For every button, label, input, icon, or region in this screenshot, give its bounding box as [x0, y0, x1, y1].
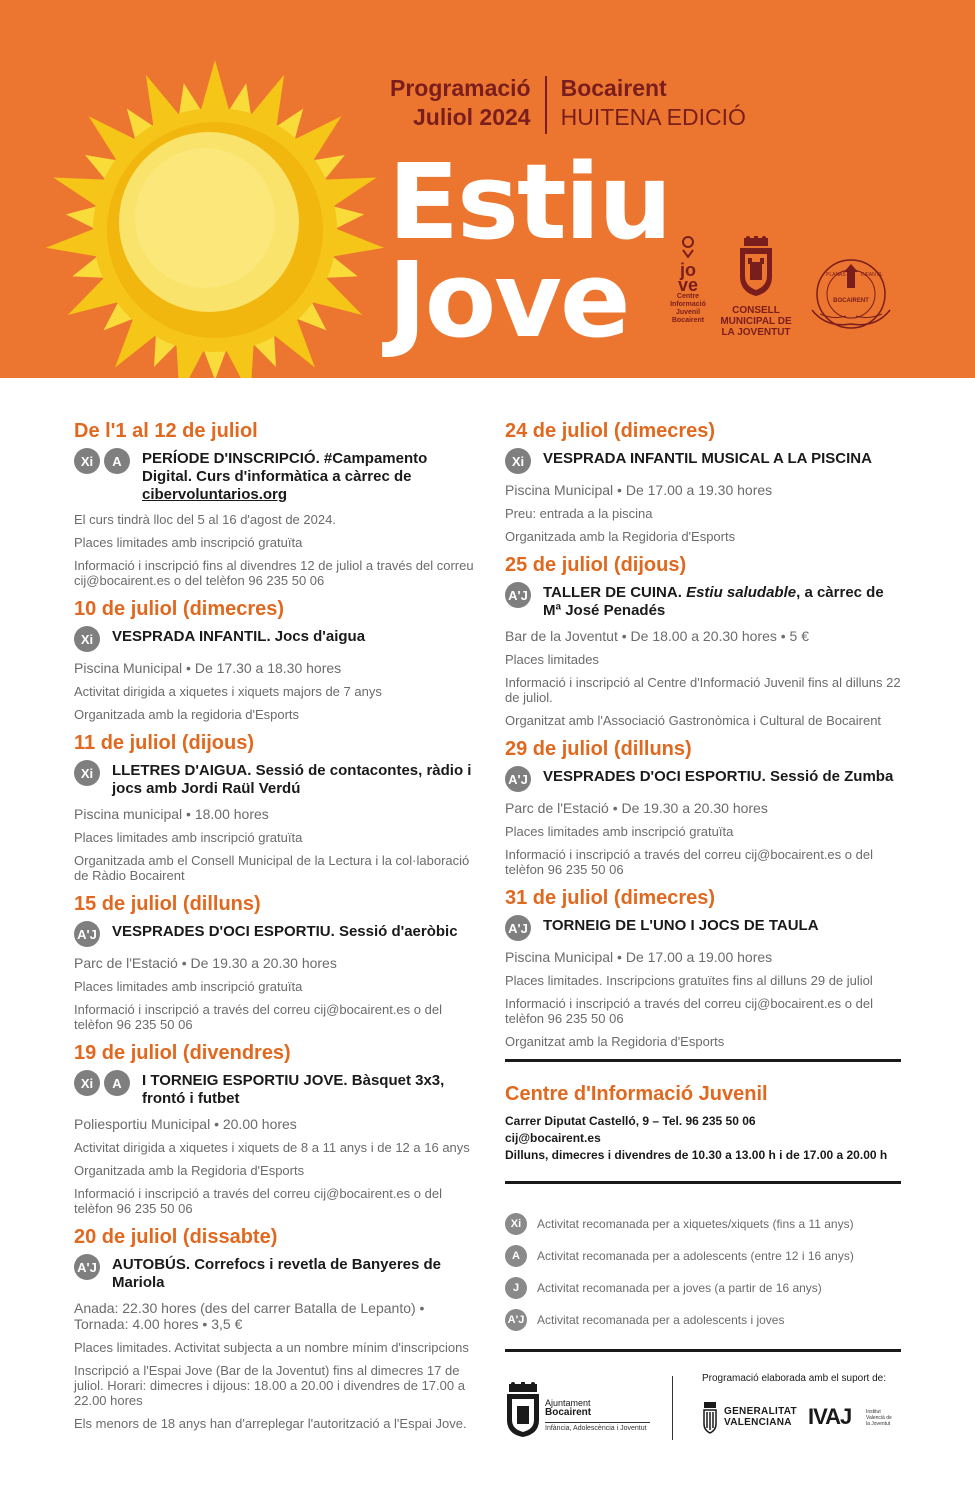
ajuntament-label — [545, 1398, 591, 1418]
event-detail: Preu: entrada a la piscina — [505, 506, 653, 521]
event-item — [74, 596, 474, 722]
legend-badge-j: J — [505, 1277, 527, 1299]
programme-label: Programació — [390, 75, 531, 101]
town-name: Bocairent — [560, 75, 667, 101]
event-detail: Places limitades amb inscripció gratuïta — [74, 830, 303, 845]
programme-month: Juliol 2024 — [412, 104, 531, 130]
event-title-rest: , a càrrec de Mª José Penadés — [543, 584, 884, 619]
event-detail: Informació i inscripció a través del correu cij@bocairent.es o del telèfon 96 235 50 06 — [74, 1002, 442, 1032]
event-item — [505, 418, 905, 544]
event-item — [74, 1040, 474, 1216]
event-detail: Informació i inscripció a través del correu cij@bocairent.es o del telèfon 96 235 50 06 — [505, 996, 873, 1026]
event-detail: Places limitades. Activitat subjecta a un nombre mínim d'inscripcions — [74, 1340, 469, 1355]
ajuntament-shield-icon — [505, 1382, 541, 1438]
event-title: VESPRADES D'OCI ESPORTIU. Sessió d'aeròbic — [112, 923, 458, 940]
badge-aj: A'J — [505, 915, 531, 941]
cij-title: Centre d'Informació Juvenil — [505, 1083, 768, 1105]
generalitat-logo — [702, 1400, 797, 1434]
event-title: LLETRES D'AIGUA. Sessió de contacontes, ràdio i jocs amb Jordi Raül Verdú — [112, 762, 472, 797]
event-title — [142, 450, 474, 504]
legend-text: Activitat recomanada per a adolescents (entre 12 i 16 anys) — [537, 1249, 854, 1263]
event-title: AUTOBÚS. Correfocs i revetla de Banyeres de Mariola — [112, 1256, 442, 1291]
event-detail: Informació i inscripció al Centre d'Informació Juvenil fins al dilluns 22 de juliol. — [505, 675, 901, 705]
cij-address: Carrer Diputat Castelló, 9 – Tel. 96 235 50 06 — [505, 1114, 756, 1128]
event-detail: Organitzada amb la regidoria d'Esports — [74, 707, 300, 722]
event-item — [74, 1224, 474, 1431]
consell-line2: MUNICIPAL DE — [720, 316, 792, 327]
event-item — [505, 552, 905, 728]
event-detail: Places limitades — [505, 652, 599, 667]
logo-jove-line3: Juvenil — [675, 309, 701, 316]
consell-line3: LA JOVENTUT — [721, 327, 791, 338]
badge-xi: Xi — [74, 1070, 100, 1096]
event-date: 19 de juliol (divendres) — [74, 1042, 291, 1064]
event-item — [74, 730, 474, 883]
badge-aj: A'J — [505, 582, 531, 608]
ajuntament-text: Ajuntament — [545, 1398, 591, 1408]
legend — [505, 1208, 905, 1336]
logo-jove-text2: ve — [677, 275, 699, 295]
event-detail: Els menors de 18 anys han d'arreplegar l'autorització a l'Espai Jove. — [74, 1416, 467, 1431]
event-detail: Inscripció a l'Espai Jove (Bar de la Joventut) fins al dimecres 17 de juliol. Horari: dimecres i dijous: 18.00 a 20.00 i divendres de 17.00 a 22.00 hores — [74, 1363, 465, 1408]
event-detail: Piscina municipal • 18.00 hores — [74, 806, 269, 822]
cij-hours: Dilluns, dimecres i divendres de 10.30 a 13.00 h i de 17.00 a 20.00 h — [505, 1148, 888, 1162]
event-detail: Places limitades amb inscripció gratuïta — [74, 535, 303, 550]
logo-jove-line1: Centre — [676, 293, 700, 300]
title-estiu: Estiu — [388, 141, 671, 263]
event-title: VESPRADES D'OCI ESPORTIU. Sessió de Zumba — [543, 768, 894, 785]
event-date: 11 de juliol (dijous) — [74, 732, 255, 754]
event-title-italic: Estiu saludable — [686, 584, 797, 601]
event-detail: Informació i inscripció a través del correu cij@bocairent.es o del telèfon 96 235 50 06 — [505, 847, 873, 877]
legend-item — [505, 1272, 905, 1304]
event-date: 29 de juliol (dilluns) — [505, 738, 692, 760]
legend-text: Activitat recomanada per a adolescents i joves — [537, 1313, 785, 1327]
planas-seal-logo — [806, 258, 896, 334]
seal-text-right: INFANTIL — [861, 272, 883, 278]
event-detail: Piscina Municipal • De 17.00 a 19.00 hores — [505, 949, 773, 965]
cij-email[interactable]: cij@bocairent.es — [505, 1131, 601, 1145]
events-column-left — [74, 418, 474, 1439]
event-detail: Informació i inscripció fins al divendres 12 de juliol a través del correu cij@bocairent.es o del telèfon 96 235 50 06 — [74, 558, 474, 588]
event-detail: Activitat dirigida a xiquetes i xiquets majors de 7 anys — [74, 684, 382, 699]
event-date: 25 de juliol (dijous) — [505, 554, 687, 576]
event-detail: Parc de l'Estació • De 19.30 a 20.30 hores — [74, 955, 337, 971]
generalitat-text2: VALENCIANA — [724, 1417, 792, 1428]
legend-text: Activitat recomanada per a xiquetes/xiquets (fins a 11 anys) — [537, 1217, 854, 1231]
event-detail: Places limitades amb inscripció gratuïta — [74, 979, 303, 994]
generalitat-text1: GENERALITAT — [724, 1406, 797, 1417]
legend-text: Activitat recomanada per a joves (a partir de 16 anys) — [537, 1281, 822, 1295]
ajuntament-town: Bocairent — [545, 1407, 592, 1418]
event-date: De l'1 al 12 de juliol — [74, 420, 258, 442]
legend-badge-aj: A'J — [505, 1309, 527, 1331]
event-title — [543, 584, 905, 620]
badge-aj: A'J — [74, 921, 100, 947]
event-detail: Anada: 22.30 hores (des del carrer Batalla de Lepanto) • Tornada: 4.00 hores • 3,5 € — [74, 1300, 425, 1332]
event-detail: Informació i inscripció a través del correu cij@bocairent.es o del telèfon 96 235 50 06 — [74, 1186, 442, 1216]
cij-contact — [505, 1113, 887, 1164]
event-detail: Poliesportiu Municipal • 20.00 hores — [74, 1116, 297, 1132]
badge-a: A — [104, 448, 130, 474]
edition-label: HUITENA EDICIÓ — [560, 104, 746, 130]
badge-a: A — [104, 1070, 130, 1096]
event-title: I TORNEIG ESPORTIU JOVE. Bàsquet 3x3, frontó i futbet — [142, 1072, 445, 1107]
legend-badge-xi: Xi — [505, 1213, 527, 1235]
event-date: 10 de juliol (dimecres) — [74, 598, 285, 620]
event-date: 31 de juliol (dimecres) — [505, 887, 716, 909]
cibervoluntarios-link[interactable]: cibervoluntarios.org — [142, 486, 288, 503]
event-detail: Activitat dirigida a xiquetes i xiquets de 8 a 11 anys i de 12 a 16 anys — [74, 1140, 470, 1155]
badge-xi: Xi — [74, 626, 100, 652]
event-detail: Bar de la Joventut • De 18.00 a 20.30 hores • 5 € — [505, 628, 810, 644]
event-detail: Organitzada amb la Regidoria d'Esports — [505, 529, 736, 544]
badge-aj: A'J — [74, 1254, 100, 1280]
badge-xi: Xi — [505, 448, 531, 474]
badge-aj: A'J — [505, 766, 531, 792]
support-label: Programació elaborada amb el suport de: — [702, 1373, 886, 1384]
event-detail: Organitzat amb l'Associació Gastronòmica i Cultural de Bocairent — [505, 713, 882, 728]
ajuntament-department: Infància, Adolescència i Joventut — [545, 1422, 650, 1432]
cij-bottom-rule — [505, 1181, 901, 1184]
coat-of-arms-icon — [736, 236, 776, 298]
consell-municipal-logo — [716, 236, 796, 338]
consell-line1: CONSELL — [732, 305, 780, 316]
events-column-right — [505, 418, 905, 1057]
event-title-text: PERÍODE D'INSCRIPCIÓ. #Campamento Digital. Curs d'informàtica a càrrec de — [142, 450, 428, 485]
logo-jove-text1: jo — [680, 260, 696, 280]
generalitat-emblem-icon — [702, 1400, 718, 1434]
ivaj-subtitle: Institut Valencià de la Joventut — [866, 1409, 892, 1427]
sun-illustration — [40, 55, 390, 378]
footer-divider — [672, 1376, 673, 1440]
header-banner — [0, 0, 975, 378]
legend-item — [505, 1208, 905, 1240]
event-detail: Piscina Municipal • De 17.30 a 18.30 hores — [74, 660, 342, 676]
event-date: 20 de juliol (dissabte) — [74, 1226, 278, 1248]
event-date: 15 de juliol (dilluns) — [74, 893, 261, 915]
jove-centre-logo — [668, 236, 708, 325]
event-item — [505, 736, 905, 877]
event-detail: Places limitades. Inscripcions gratuïtes fins al dilluns 29 de juliol — [505, 973, 873, 988]
event-item — [505, 885, 905, 1049]
event-item — [74, 891, 474, 1032]
event-detail: Places limitades amb inscripció gratuïta — [505, 824, 734, 839]
legend-item — [505, 1240, 905, 1272]
event-detail: El curs tindrà lloc del 5 al 16 d'agost de 2024. — [74, 512, 336, 527]
legend-item — [505, 1304, 905, 1336]
seal-text-town: BOCAIRENT — [833, 298, 869, 304]
ivaj-logo: IVAJ — [808, 1404, 852, 1429]
programme-heading — [390, 74, 746, 134]
event-detail: Organitzada amb el Consell Municipal de la Lectura i la col·laboració de Ràdio Bocairent — [74, 853, 470, 883]
logo-jove-line4: Bocairent — [671, 317, 705, 324]
badge-xi: Xi — [74, 448, 100, 474]
legend-badge-a: A — [505, 1245, 527, 1267]
event-title: VESPRADA INFANTIL. Jocs d'aigua — [112, 628, 366, 645]
event-title: VESPRADA INFANTIL MUSICAL A LA PISCINA — [543, 450, 872, 467]
seal-text-left: PLANAS — [826, 272, 846, 278]
event-title: TORNEIG DE L'UNO I JOCS DE TAULA — [543, 917, 819, 934]
cij-top-rule — [505, 1059, 901, 1062]
event-detail: Organitzada amb la Regidoria d'Esports — [74, 1163, 305, 1178]
event-detail: Piscina Municipal • De 17.00 a 19.30 hores — [505, 482, 773, 498]
badge-xi: Xi — [74, 760, 100, 786]
event-detail: Parc de l'Estació • De 19.30 a 20.30 hores — [505, 800, 768, 816]
event-date: 24 de juliol (dimecres) — [505, 420, 716, 442]
ov-circles-icon — [676, 236, 700, 258]
event-detail: Organitzat amb la Regidoria d'Esports — [505, 1034, 725, 1049]
footer-rule — [505, 1349, 901, 1352]
logo-jove-line2: Informació — [670, 301, 706, 308]
event-item — [74, 418, 474, 588]
event-title-text: TALLER DE CUINA. — [543, 584, 687, 601]
title-jove: Jove — [388, 239, 629, 361]
